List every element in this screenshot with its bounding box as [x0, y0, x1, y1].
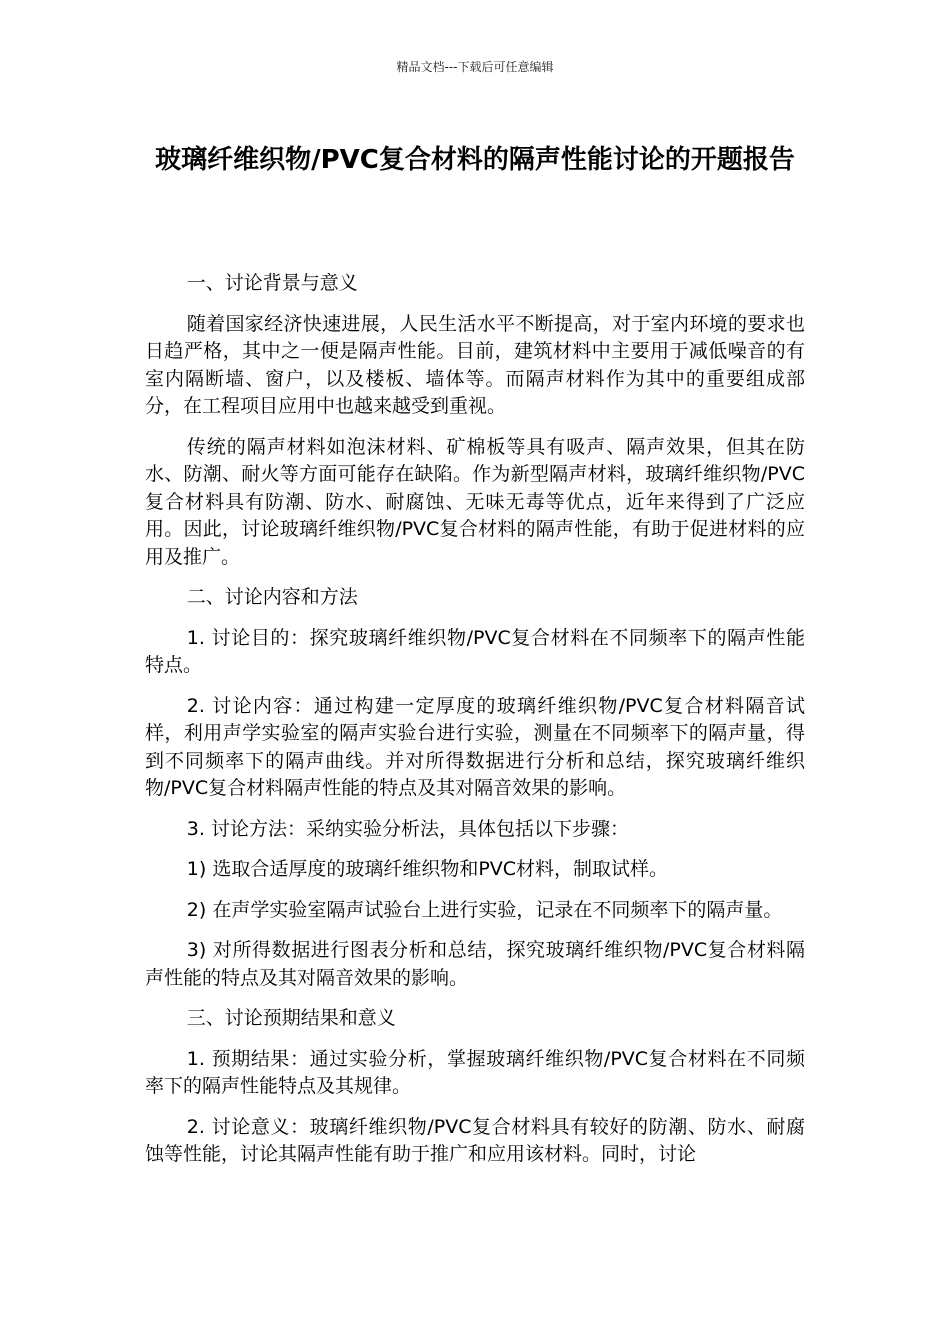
list-item: 1) 选取合适厚度的玻璃纤维织物和PVC材料，制取试样。	[186, 858, 669, 880]
document-title: 玻璃纤维织物/PVC复合材料的隔声性能讨论的开题报告	[155, 145, 795, 175]
list-item: 2. 讨论意义：玻璃纤维织物/PVC复合材料具有较好的防潮、防水、耐腐蚀等性能，讨论其隔声性能有助于推广和应用该材料。同时，讨论	[145, 1115, 805, 1165]
section-heading-expected-results: 三、讨论预期结果和意义	[186, 1007, 396, 1029]
section-heading-background: 一、讨论背景与意义	[186, 272, 358, 294]
list-item: 3) 对所得数据进行图表分析和总结，探究玻璃纤维织物/PVC复合材料隔声性能的特点及其对隔音效果的影响。	[145, 939, 805, 989]
document-body	[145, 270, 805, 1182]
list-item: 3. 讨论方法：采纳实验分析法，具体包括以下步骤：	[186, 817, 629, 840]
paragraph: 传统的隔声材料如泡沫材料、矿棉板等具有吸声、隔声效果，但其在防水、防潮、耐火等方面可能存在缺陷。作为新型隔声材料，玻璃纤维织物/PVC复合材料具有防潮、防水、耐腐蚀、无味无毒等优点，近年来得到了广泛应用。因此，讨论玻璃纤维织物/PVC复合材料的隔声性能，有助于促进材料的应用及推广。	[145, 435, 805, 568]
list-item: 1. 预期结果：通过实验分析，掌握玻璃纤维织物/PVC复合材料在不同频率下的隔声性能特点及其规律。	[145, 1047, 805, 1097]
list-item: 2. 讨论内容：通过构建一定厚度的玻璃纤维织物/PVC复合材料隔音试样，利用声学实验室的隔声实验台进行实验，测量在不同频率下的隔声量，得到不同频率下的隔声曲线。并对所得数据进行分析和总结，探究玻璃纤维织物/PVC复合材料隔声性能的特点及其对隔音效果的影响。	[145, 694, 805, 799]
section-heading-content-method: 二、讨论内容和方法	[186, 586, 358, 608]
header-note: 精品文档---下载后可任意编辑	[396, 60, 554, 74]
paragraph: 随着国家经济快速进展，人民生活水平不断提高，对于室内环境的要求也日趋严格，其中之一便是隔声性能。目前，建筑材料中主要用于减低噪音的有室内隔断墙、窗户，以及楼板、墙体等。而隔声材料作为其中的重要组成部分，在工程项目应用中也越来越受到重视。	[145, 312, 805, 417]
list-item: 2) 在声学实验室隔声试验台上进行实验，记录在不同频率下的隔声量。	[186, 898, 783, 921]
list-item: 1. 讨论目的：探究玻璃纤维织物/PVC复合材料在不同频率下的隔声性能特点。	[145, 626, 805, 676]
